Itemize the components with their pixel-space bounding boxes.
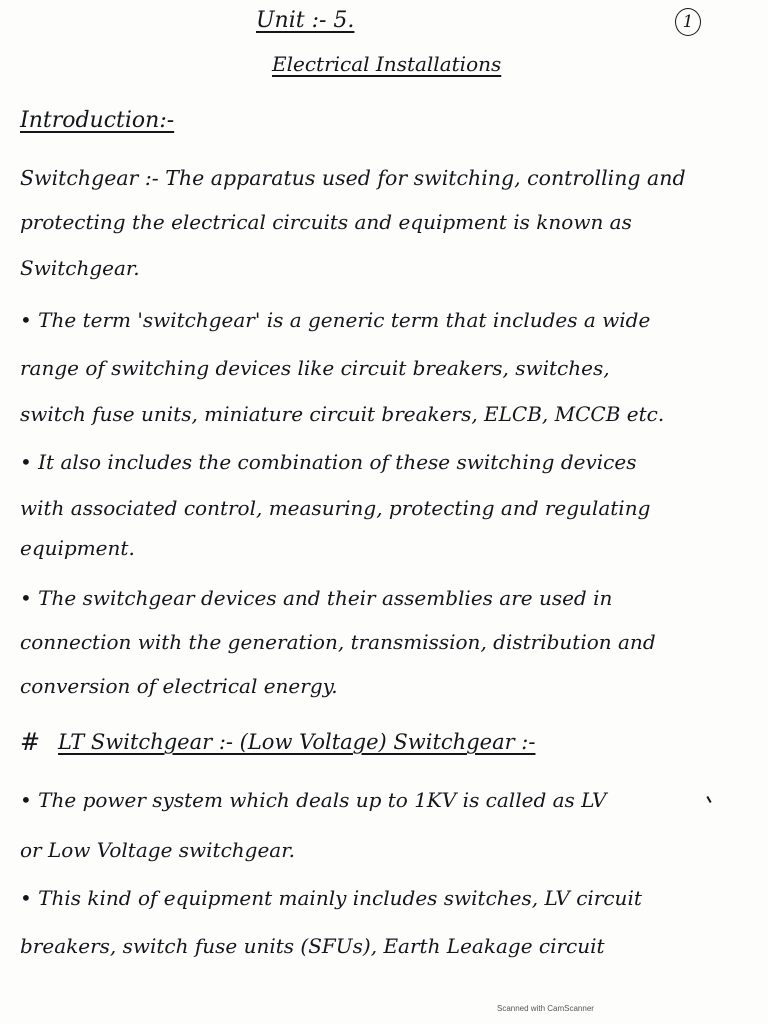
section-hash-mark: # <box>20 728 41 756</box>
text-line: switch fuse units, miniature circuit breakers, ELCB, MCCB etc. <box>20 402 665 426</box>
lt-switchgear-heading: LT Switchgear :- (Low Voltage) Switchgear :- <box>58 730 536 754</box>
text-line: • It also includes the combination of these switching devices <box>20 450 637 474</box>
scanner-watermark: Scanned with CamScanner <box>497 1004 594 1013</box>
text-line: breakers, switch fuse units (SFUs), Earth Leakage circuit <box>20 934 605 958</box>
unit-heading: Unit :- 5. <box>256 8 355 33</box>
text-line: or Low Voltage switchgear. <box>20 838 295 862</box>
text-line: • This kind of equipment mainly includes switches, LV circuit <box>20 886 642 910</box>
text-line: connection with the generation, transmission, distribution and <box>20 630 656 654</box>
pen-mark <box>706 796 711 803</box>
text-line: Switchgear :- The apparatus used for switching, controlling and <box>20 166 686 190</box>
introduction-heading: Introduction:- <box>20 108 175 133</box>
text-line: • The term 'switchgear' is a generic term that includes a wide <box>20 308 651 332</box>
page-title: Electrical Installations <box>272 52 502 76</box>
page-number-circle: 1 <box>675 8 701 36</box>
text-line: conversion of electrical energy. <box>20 674 338 698</box>
text-line: with associated control, measuring, protecting and regulating <box>20 496 651 520</box>
text-line: equipment. <box>20 536 135 560</box>
text-line: protecting the electrical circuits and equipment is known as <box>20 210 632 234</box>
text-line: • The switchgear devices and their assemblies are used in <box>20 586 613 610</box>
text-line: Switchgear. <box>20 256 140 280</box>
text-line: • The power system which deals up to 1KV is called as LV <box>20 788 607 812</box>
text-line: range of switching devices like circuit breakers, switches, <box>20 356 610 380</box>
